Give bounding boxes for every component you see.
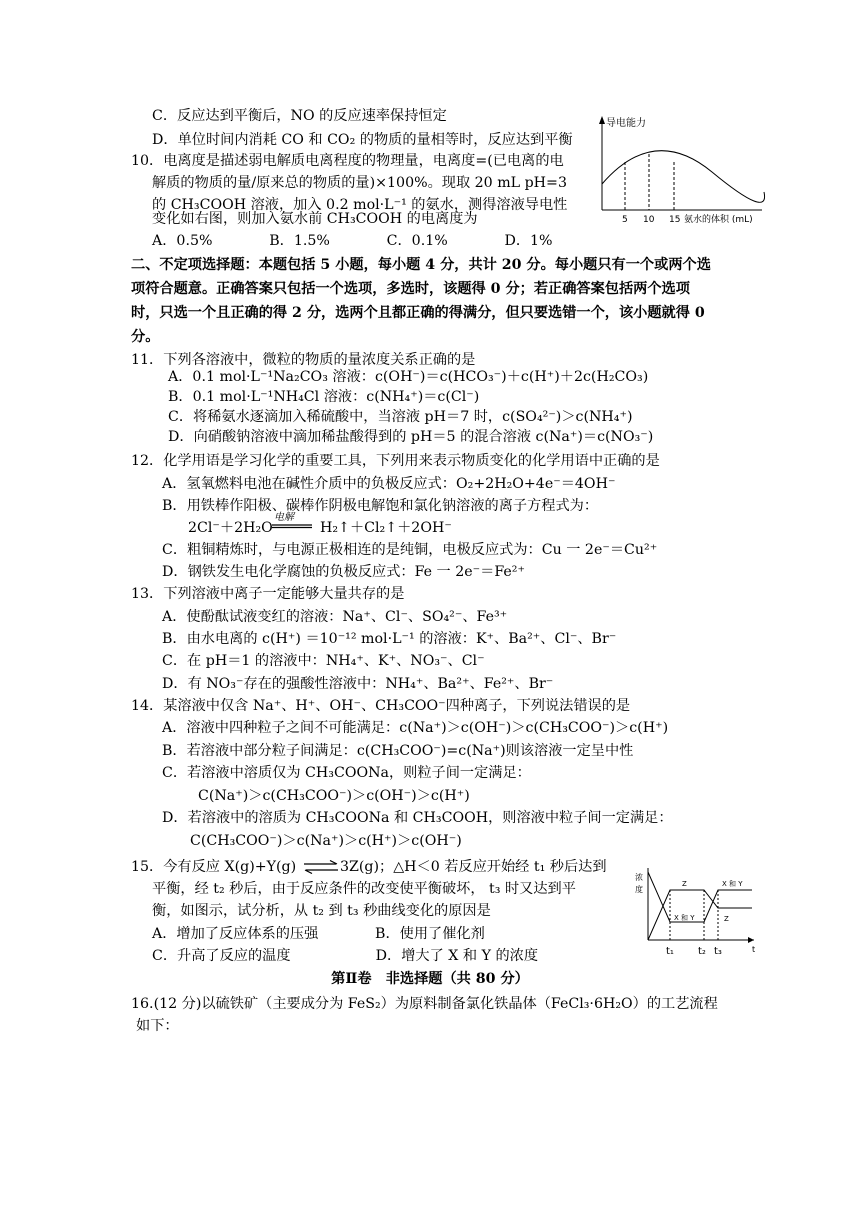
q9-option-d: D．单位时间内消耗 CO 和 CO₂ 的物质的量相等时，反应达到平衡	[152, 132, 573, 148]
q13-option-a: A．使酚酞试液变红的溶液：Na⁺、Cl⁻、SO₄²⁻、Fe³⁺	[162, 609, 508, 625]
section2-line1: 二、不定项选择题：本题包括 5 小题，每小题 4 分，共计 20 分。每小题只有一个或两个选	[131, 257, 711, 273]
tick-15: 15	[669, 215, 681, 225]
q14-option-a: A．溶液中四种粒子之间不可能满足：c(Na⁺)＞c(OH⁻)＞c(CH₃COO⁻)＞c(H⁺)	[162, 720, 669, 736]
equilibrium-arrows	[302, 860, 340, 874]
q12-equation-left: 2Cl⁻＋2H₂O	[188, 520, 273, 536]
q13-option-c: C．在 pH＝1 的溶液中：NH₄⁺、K⁺、NO₃⁻、Cl⁻	[162, 653, 485, 669]
q10-stem-line4: 变化如右图，则加入氨水前 CH₃COOH 的电离度为	[152, 211, 478, 227]
label-xy-right: X 和 Y	[722, 880, 743, 888]
label-t-axis: t	[752, 945, 756, 954]
section2-line2: 项符合题意。正确答案只包括一个选项，多选时，该题得 0 分；若正确答案包括两个选项	[131, 281, 690, 297]
conductivity-ylabel: 导电能力	[606, 118, 646, 129]
q15-options-ab: A．增加了反应体系的压强 B．使用了催化剂	[152, 926, 485, 942]
part2-heading: 第Ⅱ卷 非选择题（共 80 分）	[331, 971, 529, 987]
q11-option-a: A．0.1 mol·L⁻¹Na₂CO₃ 溶液：c(OH⁻)＝c(HCO₃⁻)＋c(H⁺)＋2c(H₂CO₃)	[168, 369, 649, 385]
q10-stem-line2: 解质的物质的量/原来总的物质的量)×100%。现取 20 mL pH=3	[152, 175, 567, 191]
label-z-first: Z	[682, 880, 687, 888]
q9-option-c: C．反应达到平衡后，NO 的反应速率保持恒定	[152, 108, 447, 124]
q15-stem-line3: 衡，如图示，试分析，从 t₂ 到 t₃ 秒曲线变化的原因是	[152, 903, 491, 919]
q16-stem-line1: 16.(12 分)以硫铁矿（主要成分为 FeS₂）为原料制备氯化铁晶体（FeCl₃·6H₂O）的工艺流程	[131, 996, 718, 1012]
q10-stem-line1: 10．电离度是描述弱电解质电离程度的物理量，电离度=(已电离的电	[131, 153, 564, 169]
label-z-second: Z	[724, 915, 729, 923]
q12-equation-right: H₂↑＋Cl₂↑＋2OH⁻	[320, 520, 452, 536]
q13-option-d: D．有 NO₃⁻存在的强酸性溶液中：NH₄⁺、Ba²⁺、Fe²⁺、Br⁻	[162, 676, 554, 692]
q15-stem-right: 3Z(g)；△H＜0 若反应开始经 t₁ 秒后达到	[340, 859, 607, 875]
label-xy-mid: X 和 Y	[674, 914, 695, 922]
q11-stem: 11．下列各溶液中，微粒的物质的量浓度关系正确的是	[131, 352, 476, 368]
section2-line4: 分。	[131, 329, 160, 345]
q11-option-c: C．将稀氨水逐滴加入稀硫酸中，当溶液 pH＝7 时，c(SO₄²⁻)＞c(NH₄⁺)	[168, 409, 633, 425]
electrolysis-arrow	[272, 523, 312, 529]
conductivity-xlabel: 氨水的体积 (mL)	[684, 215, 753, 225]
q13-option-b: B．由水电离的 c(H⁺) ＝10⁻¹² mol·L⁻¹ 的溶液：K⁺、Ba²⁺、Cl⁻、Br⁻	[162, 631, 617, 647]
q10-options: A．0.5% B．1.5% C．0.1% D．1%	[152, 233, 553, 249]
q14-option-c-relation: C(Na⁺)＞c(CH₃COO⁻)＞c(OH⁻)＞c(H⁺)	[198, 788, 470, 804]
q15-stem-line2: 平衡，经 t₂ 秒后，由于反应条件的改变使平衡破坏， t₃ 时又达到平	[152, 881, 576, 897]
concentration-ylabel-1: 浓	[635, 873, 643, 882]
q13-stem: 13．下列溶液中离子一定能够大量共存的是	[131, 586, 405, 602]
q14-option-d: D．若溶液中的溶质为 CH₃COONa 和 CH₃COOH，则溶液中粒子间一定满足：	[162, 810, 673, 826]
q11-option-d: D．向硝酸钠溶液中滴加稀盐酸得到的 pH＝5 的混合溶液 c(Na⁺)＝c(NO₃⁻)	[168, 429, 654, 445]
conductivity-figure	[592, 112, 792, 228]
q12-option-a: A．氢氧燃料电池在碱性介质中的负极反应式：O₂+2H₂O+4e⁻＝4OH⁻	[162, 476, 616, 492]
label-t3: t₃	[714, 946, 722, 957]
electrolysis-label: 电解	[274, 512, 294, 523]
tick-5: 5	[622, 215, 628, 225]
label-t1: t₁	[666, 946, 674, 957]
label-t2: t₂	[698, 946, 706, 957]
q14-option-b: B．若溶液中部分粒子间满足：c(CH₃COO⁻)=c(Na⁺)则该溶液一定呈中性	[162, 743, 634, 759]
q14-option-c: C．若溶液中溶质仅为 CH₃COONa，则粒子间一定满足：	[162, 765, 531, 781]
q12-stem: 12．化学用语是学习化学的重要工具，下列用来表示物质变化的化学用语中正确的是	[131, 453, 660, 469]
q15-stem-left: 15．今有反应 X(g)+Y(g)	[131, 859, 297, 875]
q10-stem-line3: 的 CH₃COOH 溶液，加入 0.2 mol·L⁻¹ 的氨水，测得溶液导电性	[152, 197, 568, 213]
concentration-figure	[632, 862, 762, 958]
q12-option-c: C．粗铜精炼时，与电源正极相连的是纯铜，电极反应式为：Cu 一 2e⁻＝Cu²⁺	[162, 542, 658, 558]
concentration-ylabel-2: 度	[635, 885, 643, 894]
q14-option-d-relation: C(CH₃COO⁻)＞c(Na⁺)＞c(H⁺)＞c(OH⁻)	[190, 833, 462, 849]
q11-option-b: B．0.1 mol·L⁻¹NH₄Cl 溶液：c(NH₄⁺)＝c(Cl⁻)	[168, 389, 480, 405]
q16-stem-line2: 如下：	[136, 1018, 179, 1034]
section2-line3: 时，只选一个且正确的得 2 分，选两个且都正确的得满分，但只要选错一个，该小题就得 0	[131, 305, 705, 321]
q14-stem: 14．某溶液中仅含 Na⁺、H⁺、OH⁻、CH₃COO⁻四种离子，下列说法错误的是	[131, 698, 631, 714]
q12-option-b: B．用铁棒作阳极、碳棒作阴极电解饱和氯化钠溶液的离子方程式为：	[162, 498, 599, 514]
q15-options-cd: C．升高了反应的温度 D．增大了 X 和 Y 的浓度	[152, 948, 539, 964]
tick-10: 10	[643, 215, 655, 225]
q12-option-d: D．钢铁发生电化学腐蚀的负极反应式：Fe 一 2e⁻＝Fe²⁺	[162, 564, 525, 580]
